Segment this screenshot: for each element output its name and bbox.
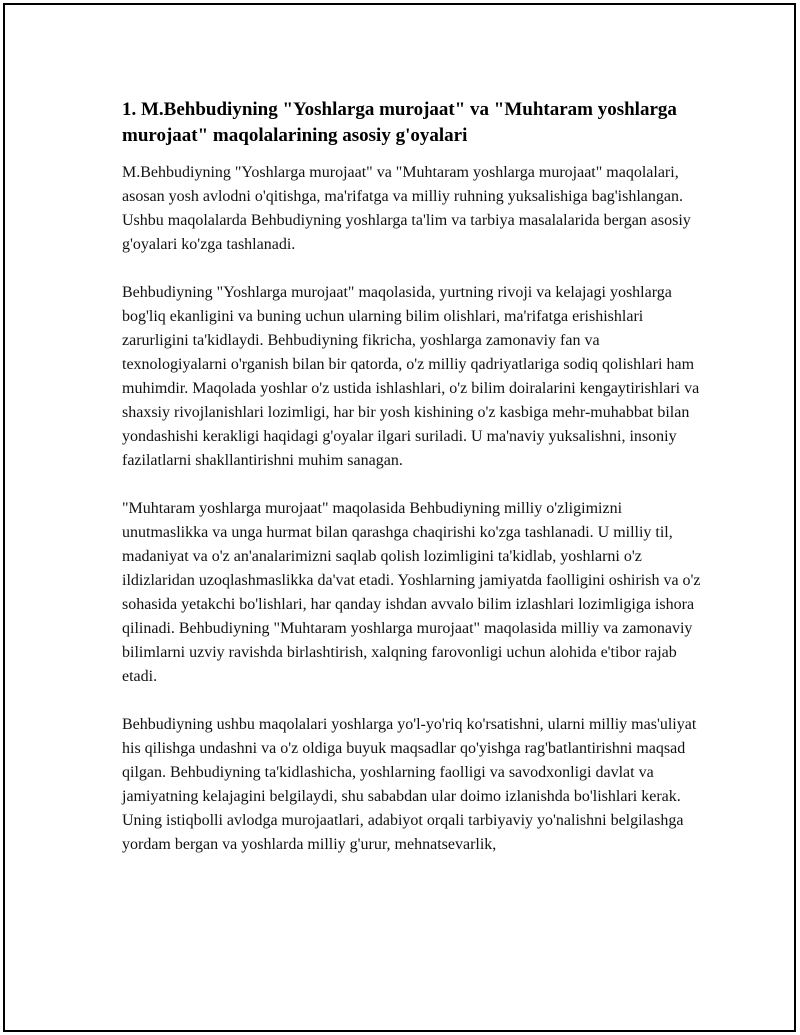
section-title: 1. M.Behbudiyning "Yoshlarga murojaat" va "Muhtaram yoshlarga murojaat" maqolalarining asosiy g'oyalari bbox=[122, 99, 677, 146]
paragraph-3: "Muhtaram yoshlarga murojaat" maqolasida Behbudiyning milliy o'zligimizni unutmaslikka va unga hurmat bilan qarashga chaqirishi ko'zga tashlanadi. U milliy til, madaniyat va o'z an'analarimizni saqlab qolish lozimligini ta'kidlab, yoshlarni o'z ildizlaridan uzoqlashmaslikka da'vat etadi. Yoshlarning jamiyatda faolligini oshirish va o'z sohasida yetakchi bo'lishlari, har qanday ishdan avvalo bilim izlashlari lozimligiga ishora qilinadi. Behbudiyning "Muhtaram yoshlarga murojaat" maqolasida milliy va zamonaviy bilimlarni uzviy ravishda birlashtirish, xalqning farovonligi uchun alohida e'tibor rajab etadi. bbox=[122, 500, 701, 685]
document-body bbox=[122, 97, 702, 857]
paragraph-1: M.Behbudiyning "Yoshlarga murojaat" va "Muhtaram yoshlarga murojaat" maqolalari, asosan yosh avlodni o'qitishga, ma'rifatga va milliy ruhning yuksalishiga bag'ishlangan. Ushbu maqolalarda Behbudiyning yoshlarga ta'lim va tarbiya masalalarida bergan asosiy g'oyalari ko'zga tashlanadi. bbox=[122, 164, 691, 253]
paragraph-4: Behbudiyning ushbu maqolalari yoshlarga yo'l-yo'riq ko'rsatishni, ularni milliy mas'uliyat his qilishga undashni va o'z oldiga buyuk maqsadlar qo'yishga rag'batlantirishni maqsad qilgan. Behbudiyning ta'kidlashicha, yoshlarning faolligi va savodxonligi davlat va jamiyatning kelajagini belgilaydi, shu sababdan ular doimo izlanishda bo'lishlari kerak. Uning istiqbolli avlodga murojaatlari, adabiyot orqali tarbiyaviy yo'nalishni belgilashga yordam bergan va yoshlarda milliy g'urur, mehnatsevarlik, bbox=[122, 716, 697, 853]
paragraph-2: Behbudiyning "Yoshlarga murojaat" maqolasida, yurtning rivoji va kelajagi yoshlarga bog'liq ekanligini va buning uchun ularning bilim olishlari, ma'rifatga erishishlari zarurligini ta'kidlaydi. Behbudiyning fikricha, yoshlarga zamonaviy fan va texnologiyalarni o'rganish bilan bir qatorda, o'z milliy qadriyatlariga sodiq qolishlari ham muhimdir. Maqolada yoshlar o'z ustida ishlashlari, o'z bilim doiralarini kengaytirishlari va shaxsiy rivojlanishlari lozimligi, har bir yosh kishining o'z kasbiga mehr-muhabbat bilan yondashishi kerakligi haqidagi g'oyalar ilgari suriladi. U ma'naviy yuksalishni, insoniy fazilatlarni shakllantirishni muhim sanagan. bbox=[122, 284, 700, 469]
page-frame bbox=[3, 3, 796, 1032]
